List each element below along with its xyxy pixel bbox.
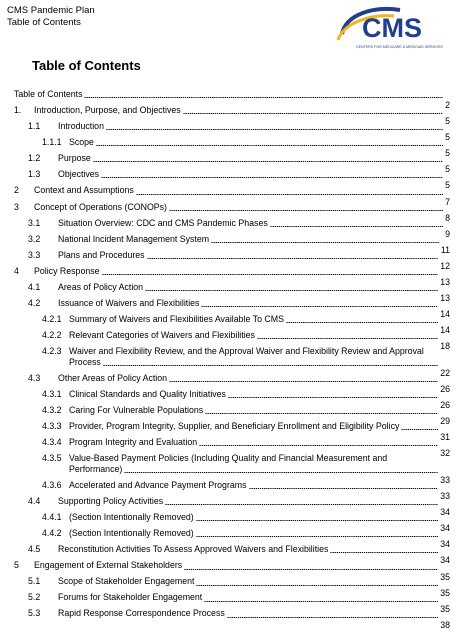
toc-entry-number: 1.3 — [28, 169, 41, 180]
document-header — [7, 5, 95, 29]
toc-entry-number: 4.3.3 — [42, 421, 62, 432]
header-line-1: CMS Pandemic Plan — [7, 5, 95, 16]
toc-leader-dots — [124, 472, 438, 473]
toc-entry-number: 4.2.1 — [42, 313, 62, 324]
toc-leader-dots — [184, 569, 438, 570]
toc-entry-page: 12 — [440, 260, 450, 271]
toc-leader-dots — [169, 210, 443, 211]
toc-entry-number: 4.4.2 — [42, 528, 62, 539]
toc-entry-page: 26 — [440, 384, 450, 395]
toc-entry-page: 5 — [445, 116, 450, 127]
toc-entry-page: 22 — [440, 368, 450, 379]
toc-entry-page: 5 — [445, 132, 450, 143]
toc-entry-title: Engagement of External Stakeholders — [34, 560, 183, 571]
toc-entry-number: 3.3 — [28, 249, 41, 260]
toc-leader-dots — [205, 413, 438, 414]
toc-entry-page: 5 — [445, 148, 450, 159]
toc-entry-page: 18 — [440, 341, 450, 352]
toc-leader-dots — [136, 194, 443, 195]
toc-leader-dots — [101, 177, 443, 178]
toc-entry-page: 14 — [440, 325, 450, 336]
toc-entry-number: 5.1 — [28, 576, 41, 587]
toc-entry-number: 1.1 — [28, 121, 41, 132]
toc-entry-number: 4.3.6 — [42, 480, 62, 491]
toc-list — [0, 84, 474, 630]
toc-leader-dots — [204, 601, 438, 602]
toc-entry-page: 7 — [445, 196, 450, 207]
toc-leader-dots — [227, 617, 438, 618]
toc-entry-title: (Section Intentionally Removed) — [69, 512, 194, 523]
toc-entry-number: 4.2.2 — [42, 329, 62, 340]
toc-entry-number: 4.2.3 — [42, 345, 62, 356]
toc-entry-page: 29 — [440, 416, 450, 427]
toc-entry-page: 34 — [440, 555, 450, 566]
toc-entry-title: Other Areas of Policy Action — [58, 373, 168, 384]
toc-leader-dots — [196, 520, 439, 521]
toc-leader-dots — [199, 445, 438, 446]
toc-entry-number: 3.2 — [28, 233, 41, 244]
toc-entry-title: Provider, Program Integrity, Supplier, and Beneficiary Enrollment and Eligibility Policy — [69, 421, 400, 432]
toc-leader-dots — [147, 258, 439, 259]
toc-entry-title: Introduction — [58, 121, 104, 132]
toc-entry-number: 4.4 — [28, 496, 41, 507]
toc-leader-dots — [145, 290, 438, 291]
toc-entry-page: 32 — [440, 448, 450, 459]
toc-entry-page: 34 — [440, 539, 450, 550]
toc-entry-page: 35 — [440, 571, 450, 582]
logo-text: CMS — [362, 13, 422, 43]
toc-entry-number: 4.3.5 — [42, 453, 62, 464]
toc-entry-title: Context and Assumptions — [34, 185, 134, 196]
toc-entry-number: 5 — [14, 560, 19, 571]
toc-entry-page: 31 — [440, 432, 450, 443]
toc-entry-title: Concept of Operations (CONOPs) — [34, 201, 167, 212]
toc-entry-title: Areas of Policy Action — [58, 281, 144, 292]
toc-leader-dots — [270, 226, 443, 227]
toc-entry-title: Relevant Categories of Waivers and Flexibilities — [69, 329, 255, 340]
toc-leader-dots — [84, 97, 443, 98]
toc-leader-dots — [211, 242, 439, 243]
toc-entry-title: Introduction, Purpose, and Objectives — [34, 105, 181, 116]
toc-entry-title: Table of Contents — [14, 89, 83, 99]
toc-entry-number: 4.3 — [28, 373, 41, 384]
toc-leader-dots — [196, 585, 438, 586]
toc-entry-page: 13 — [440, 293, 450, 304]
toc-entry-page: 8 — [445, 212, 450, 223]
toc-entry-number: 4.3.4 — [42, 437, 62, 448]
toc-entry-title: Purpose — [58, 153, 91, 164]
toc-entry-page: 13 — [440, 277, 450, 288]
toc-leader-dots — [96, 145, 443, 146]
toc-entry-title: Accelerated and Advance Payment Programs — [69, 480, 247, 491]
toc-entry-title: National Incident Management System — [58, 233, 210, 244]
toc-entry-page: 14 — [440, 309, 450, 320]
toc-entry-page: 33 — [440, 491, 450, 502]
toc-entry-title: Clinical Standards and Quality Initiatives — [69, 389, 226, 400]
toc-entry-number: 3.1 — [28, 217, 41, 228]
toc-entry-number: 4.3.1 — [42, 389, 62, 400]
toc-entry-title: Caring For Vulnerable Populations — [69, 405, 204, 416]
toc-entry-title: (Section Intentionally Removed) — [69, 528, 194, 539]
toc-entry-number: 2 — [14, 185, 19, 196]
toc-entry-title: Rapid Response Correspondence Process — [58, 608, 225, 619]
logo-tagline: CENTERS FOR MEDICARE & MEDICAID SERVICES — [356, 45, 443, 49]
toc-entry-number: 5.2 — [28, 592, 41, 603]
toc-entry-number: 4.3.2 — [42, 405, 62, 416]
toc-entry-title: Waiver and Flexibility Review, and the Approval Waiver and Flexibility Review and Approval Process — [69, 345, 424, 368]
toc-entry-title: Plans and Procedures — [58, 249, 145, 260]
toc-entry-number: 1.2 — [28, 153, 41, 164]
toc-entry-number: 3 — [14, 201, 19, 212]
toc-entry-number: 4.4.1 — [42, 512, 62, 523]
toc-entry-number: 4.2 — [28, 297, 41, 308]
toc-entry-title: Supporting Policy Activities — [58, 496, 164, 507]
toc-leader-dots — [228, 397, 438, 398]
toc-leader-dots — [330, 552, 438, 553]
toc-entry-number: 4.5 — [28, 544, 41, 555]
toc-entry-title: Issuance of Waivers and Flexibilities — [58, 297, 200, 308]
toc-entry-title: Scope — [69, 137, 94, 148]
toc-entry-page: 35 — [440, 587, 450, 598]
toc-leader-dots — [183, 113, 443, 114]
toc-entry-page: 26 — [440, 400, 450, 411]
toc-entry-page: 35 — [440, 603, 450, 614]
toc-entry-number: 1.1.1 — [42, 137, 62, 148]
toc-entry-number: 1. — [14, 105, 22, 116]
toc-entry-title: Scope of Stakeholder Engagement — [58, 576, 195, 587]
toc-leader-dots — [103, 365, 438, 366]
toc-entry-page: 34 — [440, 507, 450, 518]
toc-leader-dots — [165, 504, 438, 505]
toc-entry-page: 2 — [445, 100, 450, 111]
toc-entry-title: Reconstitution Activities To Assess Approved Waivers and Flexibilities — [58, 544, 329, 555]
toc-entry-title: Value-Based Payment Policies (Including Quality and Financial Measurement and Performance) — [69, 453, 388, 475]
toc-entry-title: Program Integrity and Evaluation — [69, 437, 198, 448]
cms-logo — [334, 4, 466, 52]
toc-leader-dots — [401, 429, 438, 430]
toc-leader-dots — [169, 381, 438, 382]
toc-entry-number: 5.3 — [28, 608, 41, 619]
toc-entry-title: Policy Response — [34, 265, 100, 276]
toc-entry-number: 4 — [14, 265, 19, 276]
toc-leader-dots — [257, 338, 438, 339]
toc-entry-page: 38 — [440, 619, 450, 630]
header-line-2: Table of Contents — [7, 17, 81, 28]
toc-leader-dots — [249, 488, 439, 489]
toc-entry-number: 4.1 — [28, 281, 41, 292]
toc-leader-dots — [201, 306, 438, 307]
toc-leader-dots — [102, 274, 439, 275]
toc-entry-title: Summary of Waivers and Flexibilities Available To CMS — [69, 313, 284, 324]
toc-entry-title: Situation Overview: CDC and CMS Pandemic Phases — [58, 217, 268, 228]
toc-leader-dots — [106, 129, 443, 130]
toc-leader-dots — [93, 161, 443, 162]
toc-entry-page: 5 — [445, 164, 450, 175]
toc-entry[interactable] — [0, 604, 474, 630]
toc-entry-page: 9 — [445, 228, 450, 239]
toc-entry-page: 11 — [440, 244, 450, 255]
toc-entry-page: 5 — [445, 180, 450, 191]
toc-leader-dots — [286, 322, 438, 323]
toc-entry-page: 33 — [440, 475, 450, 486]
toc-entry-title: Objectives — [58, 169, 100, 180]
toc-entry-title: Forums for Stakeholder Engagement — [58, 592, 203, 603]
toc-title: Table of Contents — [32, 58, 141, 73]
toc-entry-page: 34 — [440, 523, 450, 534]
toc-leader-dots — [196, 536, 439, 537]
